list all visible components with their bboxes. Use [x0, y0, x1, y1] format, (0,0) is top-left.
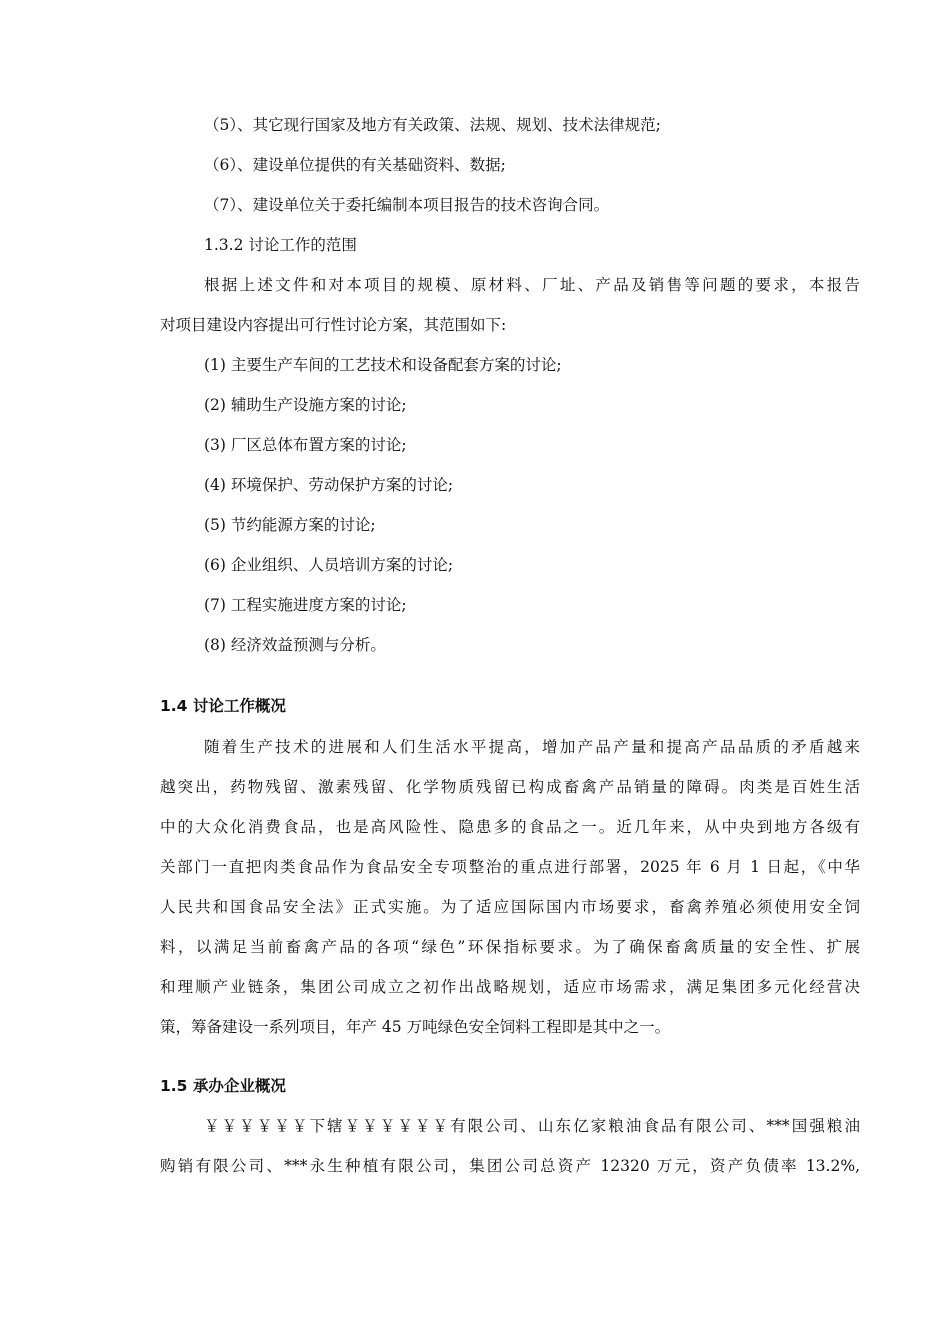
- section-1-4-line-1: 随着生产技术的进展和人们生活水平提高，增加产品产量和提高产品品质的矛盾越来: [204, 738, 860, 756]
- scope-item-7: (7) 工程实施进度方案的讨论;: [204, 596, 407, 614]
- section-1-4-line-2: 越突出，药物残留、激素残留、化学物质残留已构成畜禽产品销量的障碍。肉类是百姓生活: [160, 778, 860, 796]
- section-1-4-line-6: 料，以满足当前畜禽产品的各项“绿色”环保指标要求。为了确保畜禽质量的安全性、扩展: [160, 938, 860, 956]
- scope-item-4: (4) 环境保护、劳动保护方案的讨论;: [204, 476, 454, 494]
- scope-item-6: (6) 企业组织、人员培训方案的讨论;: [204, 556, 454, 574]
- scope-intro-line-2: 对项目建设内容提出可行性讨论方案，其范围如下:: [160, 316, 507, 334]
- scope-item-5: (5) 节约能源方案的讨论;: [204, 516, 376, 534]
- section-1-5-line-2: 购销有限公司、***永生种植有限公司，集团公司总资产 12320 万元，资产负债率 13.2%,: [160, 1157, 860, 1175]
- section-1-4-line-8: 策，筹备建设一系列项目，年产 45 万吨绿色安全饲料工程即是其中之一。: [160, 1018, 671, 1036]
- section-1-5-line-1: ￥￥￥￥￥￥下辖￥￥￥￥￥￥有限公司、山东亿家粮油食品有限公司、***国强粮油: [204, 1117, 860, 1135]
- section-1-4-line-3: 中的大众化消费食品，也是高风险性、隐患多的食品之一。近几年来，从中央到地方各级有: [160, 818, 860, 836]
- section-1-4-line-7: 和理顺产业链条，集团公司成立之初作出战略规划，适应市场需求，满足集团多元化经营决: [160, 978, 860, 996]
- basis-item-7: （7）、建设单位关于委托编制本项目报告的技术咨询合同。: [204, 196, 610, 214]
- basis-item-6: （6）、建设单位提供的有关基础资料、数据;: [204, 156, 506, 174]
- section-1-4-line-4: 关部门一直把肉类食品作为食品安全专项整治的重点进行部署，2025 年 6 月 1 日起，《中华: [160, 858, 860, 876]
- section-heading-1-5: 1.5 承办企业概况: [160, 1077, 286, 1095]
- section-1-4-line-5: 人民共和国食品安全法》正式实施。为了适应国际国内市场要求，畜禽养殖必须使用安全饲: [160, 898, 860, 916]
- scope-item-8: (8) 经济效益预测与分析。: [204, 636, 386, 654]
- basis-item-5: （5）、其它现行国家及地方有关政策、法规、规划、技术法律规范;: [204, 116, 661, 134]
- scope-item-2: (2) 辅助生产设施方案的讨论;: [204, 396, 407, 414]
- subsection-heading-1-3-2: 1.3.2 讨论工作的范围: [204, 236, 357, 254]
- scope-item-1: (1) 主要生产车间的工艺技术和设备配套方案的讨论;: [204, 356, 562, 374]
- section-heading-1-4: 1.4 讨论工作概况: [160, 697, 286, 715]
- scope-intro-line-1: 根据上述文件和对本项目的规模、原材料、厂址、产品及销售等问题的要求，本报告: [204, 276, 860, 294]
- scope-item-3: (3) 厂区总体布置方案的讨论;: [204, 436, 407, 454]
